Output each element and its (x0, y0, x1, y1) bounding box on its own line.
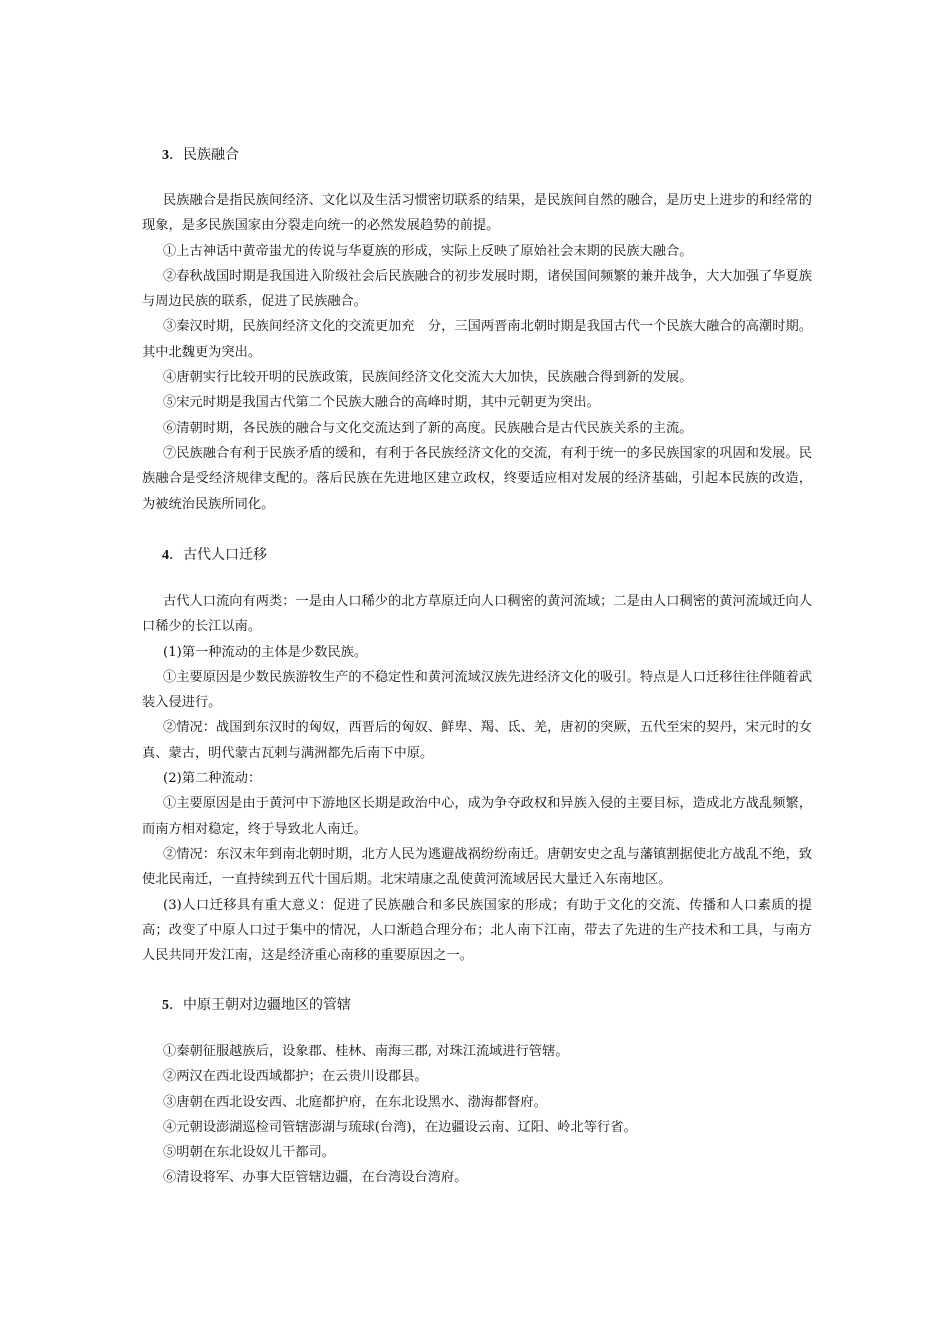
section-number: 5 (162, 998, 169, 1013)
paragraph: ⑤宋元时期是我国古代第二个民族大融合的高峰时期，其中元朝更为突出。 (163, 395, 600, 411)
paragraph: ②春秋战国时期是我国进入阶级社会后民族融合的初步发展时期，诸侯国间频繁的兼并战争，大大加强了华夏族与周边民族的联系，促进了民族融合。 (142, 268, 812, 310)
section-title: ．古代人口迁移 (169, 547, 267, 563)
paragraph: ②情况：东汉末年到南北朝时期，北方人民为逃避战祸纷纷南迁。唐朝安史之乱与藩镇割据使北方战乱不绝，致使北民南迁，一直持续到五代十国后期。北宋靖康之乱使黄河流域居民大量迁入东南地区。 (142, 846, 812, 888)
paragraph: ⑥清设将军、办事大臣管辖边疆，在台湾设台湾府。 (163, 1170, 468, 1186)
section-title: ．民族融合 (169, 147, 239, 163)
paragraph: 民族融合是指民族间经济、文化以及生活习惯密切联系的结果，是民族间自然的融合，是历史上进步的和经常的现象，是多民族国家由分裂走向统一的必然发展趋势的前提。 (142, 193, 812, 234)
paragraph: ②两汉在西北设西域都护；在云贵川设郡县。 (163, 1069, 428, 1085)
section-number: 4 (162, 548, 169, 563)
section-number: 3 (162, 148, 169, 163)
paragraph: 古代人口流向有两类：一是由人口稀少的北方草原迁向人口稠密的黄河流域；二是由人口稠密的黄河流域迁向人口稀少的长江以南。 (142, 594, 812, 635)
paragraph: ①主要原因是少数民族游牧生产的不稳定性和黄河流域汉族先进经济文化的吸引。特点是人口迁移往往伴随着武装入侵进行。 (142, 669, 812, 711)
paragraph: ①主要原因是由于黄河中下游地区长期是政治中心，成为争夺政权和异族入侵的主要目标，造成北方战乱频繁，而南方相对稳定，终于导致北人南迁。 (142, 796, 812, 837)
paragraph: ④唐朝实行比较开明的民族政策，民族间经济文化交流大大加快，民族融合得到新的发展。 (163, 370, 693, 386)
paragraph: ①上古神话中黄帝蚩尤的传说与华夏族的形成，实际上反映了原始社会末期的民族大融合。 (163, 243, 693, 259)
paragraph: ③秦汉时期，民族间经济文化的交流更加充 分，三国两晋南北朝时期是我国古代一个民族大融合的高潮时期。其中北魏更为突出。 (142, 319, 812, 360)
paragraph: (2)第二种流动： (163, 771, 262, 787)
section-heading (162, 145, 239, 166)
paragraph: ④元朝设澎湖巡检司管辖澎湖与琉球(台湾)，在边疆设云南、辽阳、岭北等行省。 (163, 1119, 637, 1135)
paragraph: ⑥清朝时期，各民族的融合与文化交流达到了新的高度。民族融合是古代民族关系的主流。 (163, 420, 693, 436)
paragraph: ①秦朝征服越族后，设象郡、桂林、南海三郡, 对珠江流域进行管辖。 (163, 1044, 569, 1059)
paragraph: (3)人口迁移具有重大意义：促进了民族融合和多民族国家的形成；有助于文化的交流、传播和人口素质的提高；改变了中原人口过于集中的情况，人口渐趋合理分布；北人南下江南，带去了先进的生产技术和工具，与南方人民共同开发江南，这是经济重心南移的重要原因之一。 (142, 897, 812, 964)
section-body (142, 188, 812, 517)
section-heading (162, 545, 267, 566)
section-body (142, 589, 812, 968)
paragraph: ⑤明朝在东北设奴儿干都司。 (163, 1145, 336, 1161)
section-title: ．中原王朝对边疆地区的管辖 (169, 997, 351, 1013)
paragraph: ⑦民族融合有利于民族矛盾的缓和，有利于各民族经济文化的交流，有利于统一的多民族国家的巩固和发展。民族融合是受经济规律支配的。落后民族在先进地区建立政权，终要适应相对发展的经济基础，引起本民族的改造，为被统治民族所同化。 (142, 445, 812, 512)
paragraph: ③唐朝在西北设安西、北庭都护府，在东北设黑水、渤海都督府。 (163, 1094, 547, 1110)
section-heading (162, 995, 351, 1016)
section-body (142, 1039, 812, 1191)
paragraph: (1)第一种流动的主体是少数民族。 (163, 644, 368, 660)
paragraph: ②情况：战国到东汉时的匈奴，西晋后的匈奴、鲜卑、羯、氐、羌，唐初的突厥，五代至宋的契丹，宋元时的女真、蒙古，明代蒙古瓦剌与满洲都先后南下中原。 (142, 720, 812, 761)
